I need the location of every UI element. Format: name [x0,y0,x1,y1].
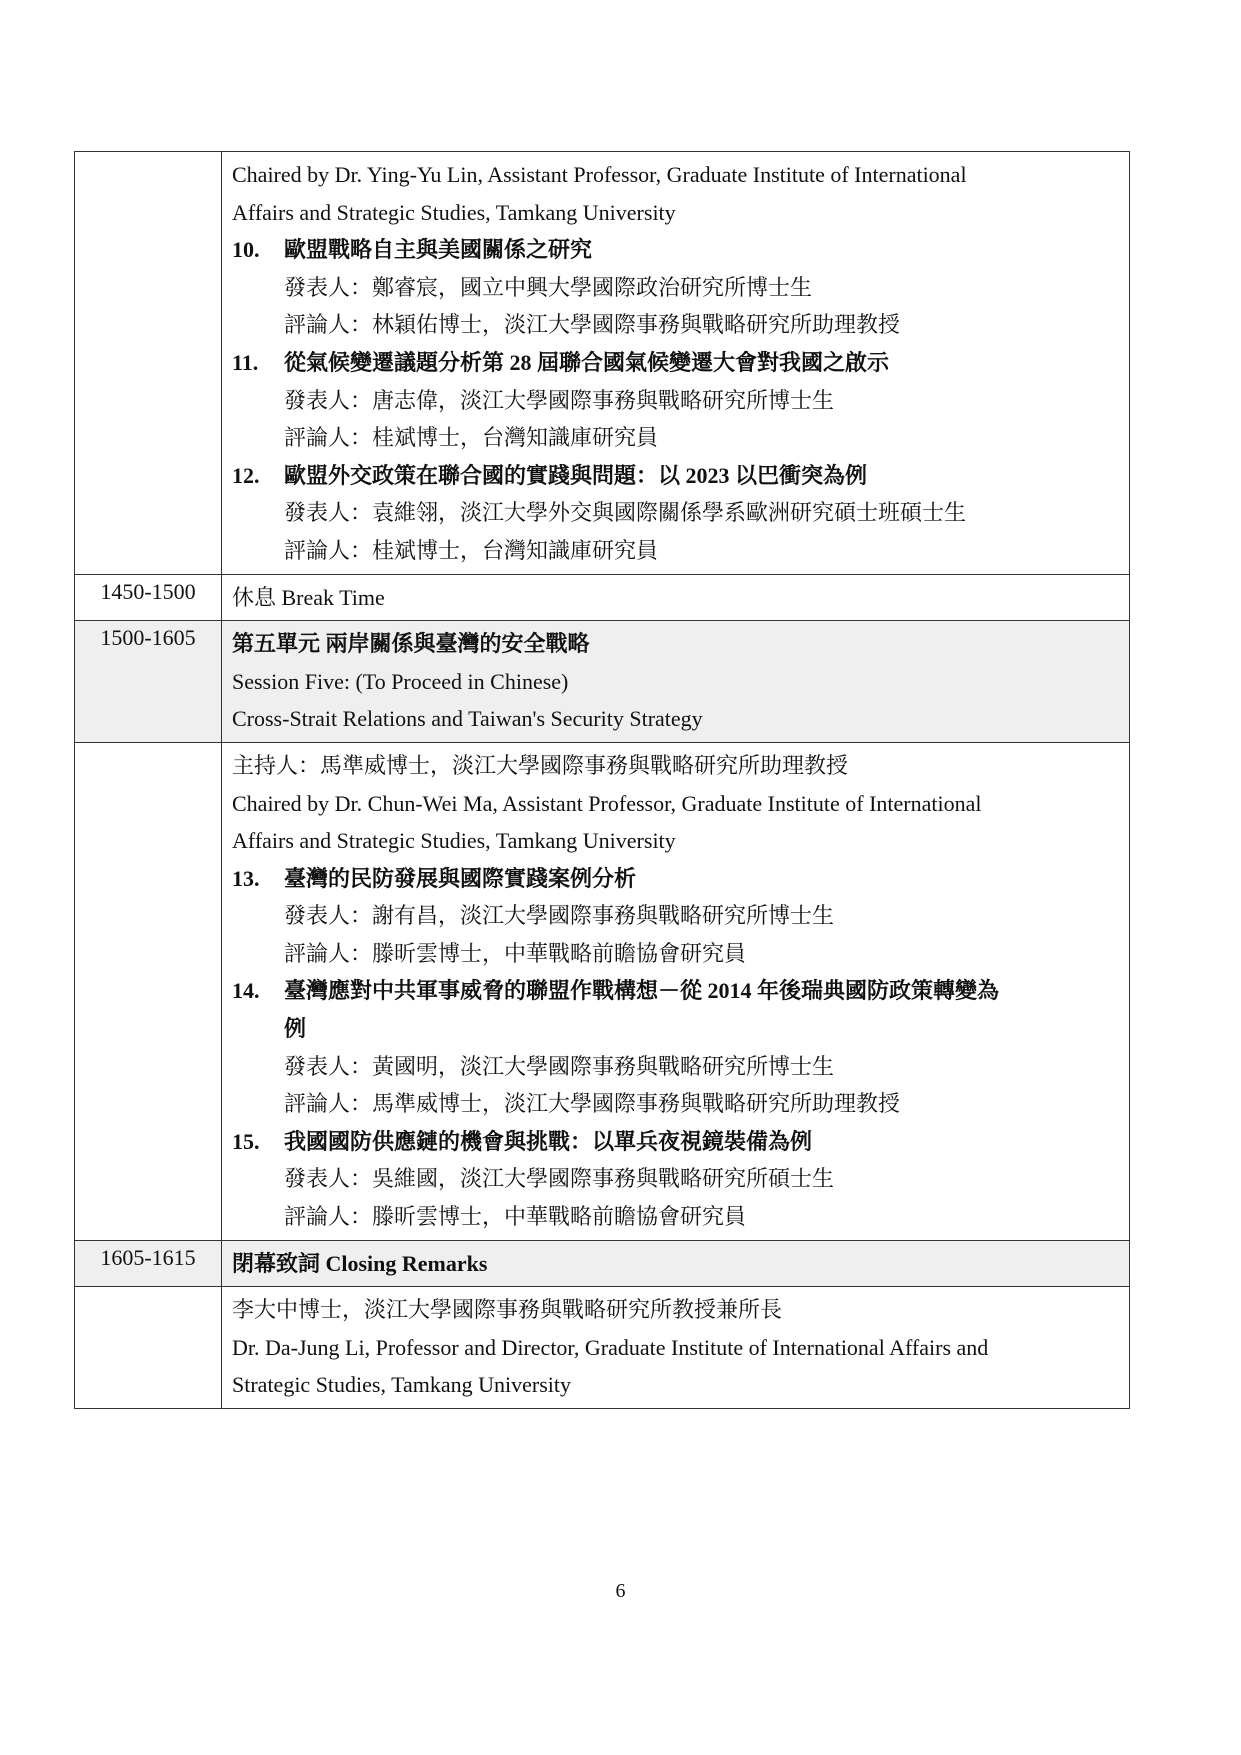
paper-title-text: 歐盟戰略自主與美國關係之研究 [284,237,593,263]
chair-line: Affairs and Strategic Studies, Tamkang University [232,828,676,854]
presenter: 發表人：袁維翎，淡江大學外交與國際關係學系歐洲研究碩士班碩士生 [284,500,967,526]
paper-title [232,972,1119,1010]
content-cell [222,1240,1130,1287]
time-cell [75,742,222,1240]
time-cell [75,1287,222,1409]
table-row [75,621,1130,743]
content-cell [222,621,1130,743]
paper-title-text: 歐盟外交政策在聯合國的實踐與問題：以 2023 以巴衝突為例 [284,462,868,488]
discussant: 評論人：桂斌博士，台灣知識庫研究員 [284,537,659,563]
presenter: 發表人：吳維國，淡江大學國際事務與戰略研究所碩士生 [284,1166,835,1192]
paper-title-text: 臺灣的民防發展與國際實踐案例分析 [284,865,637,891]
chair-zh: 主持人：馬準威博士，淡江大學國際事務與戰略研究所助理教授 [232,752,849,778]
table-row [75,742,1130,1240]
presenter: 發表人：鄭睿宸，國立中興大學國際政治研究所博士生 [284,274,813,300]
speaker-zh: 李大中博士，淡江大學國際事務與戰略研究所教授兼所長 [232,1297,783,1323]
discussant: 評論人：馬準威博士，淡江大學國際事務與戰略研究所助理教授 [284,1091,901,1117]
closing-remarks-title: 閉幕致詞 Closing Remarks [232,1250,488,1276]
content-cell [222,152,1130,575]
paper-title [232,457,1119,495]
speaker-line: Dr. Da-Jung Li, Professor and Director, Graduate Institute of International Affairs and [232,1334,989,1360]
paper-number: 13. [232,865,260,891]
paper-title-text: 從氣候變遷議題分析第 28 屆聯合國氣候變遷大會對我國之啟示 [284,349,890,375]
chair-line: Chaired by Dr. Chun-Wei Ma, Assistant Professor, Graduate Institute of International [232,790,982,816]
discussant: 評論人：滕昕雲博士，中華戰略前瞻協會研究員 [284,940,747,966]
paper-number: 11. [232,349,259,375]
session-title-en: Session Five: (To Proceed in Chinese) [232,668,569,694]
presenter: 發表人：謝有昌，淡江大學國際事務與戰略研究所博士生 [284,903,835,929]
time-cell: 1605-1615 [75,1240,222,1287]
paper-title-text: 我國國防供應鏈的機會與挑戰：以單兵夜視鏡裝備為例 [284,1128,813,1154]
paper-number: 14. [232,978,260,1004]
session-subtitle-en: Cross-Strait Relations and Taiwan's Security Strategy [232,706,703,732]
content-cell [222,574,1130,621]
discussant: 評論人：桂斌博士，台灣知識庫研究員 [284,425,659,451]
paper-title-continued: 例 [284,1016,307,1042]
session-title-zh: 第五單元 兩岸關係與臺灣的安全戰略 [232,631,590,657]
time-cell [75,152,222,575]
paper-number: 15. [232,1128,260,1154]
paper-title [232,860,1119,898]
presenter: 發表人：唐志偉，淡江大學國際事務與戰略研究所博士生 [284,387,835,413]
paper-title [232,1123,1119,1161]
time-cell: 1500-1605 [75,621,222,743]
paper-number: 12. [232,462,260,488]
paper-title-text: 臺灣應對中共軍事威脅的聯盟作戰構想－從 2014 年後瑞典國防政策轉變為 [284,978,1000,1004]
time-cell: 1450-1500 [75,574,222,621]
chair-line: Affairs and Strategic Studies, Tamkang University [232,199,676,225]
paper-number: 10. [232,237,260,263]
table-row [75,152,1130,575]
discussant: 評論人：滕昕雲博士，中華戰略前瞻協會研究員 [284,1204,747,1230]
page-number: 6 [615,1580,626,1602]
paper-title [232,344,1119,382]
table-row [75,1240,1130,1287]
discussant: 評論人：林穎佑博士，淡江大學國際事務與戰略研究所助理教授 [284,312,901,338]
break-label: 休息 Break Time [232,584,385,610]
content-cell [222,1287,1130,1409]
presenter: 發表人：黃國明，淡江大學國際事務與戰略研究所博士生 [284,1053,835,1079]
content-cell [222,742,1130,1240]
table-row [75,1287,1130,1409]
schedule-table [74,151,1130,1409]
chair-line: Chaired by Dr. Ying-Yu Lin, Assistant Professor, Graduate Institute of International [232,162,967,187]
paper-title [232,231,1119,269]
speaker-line: Strategic Studies, Tamkang University [232,1372,572,1398]
table-row [75,574,1130,621]
